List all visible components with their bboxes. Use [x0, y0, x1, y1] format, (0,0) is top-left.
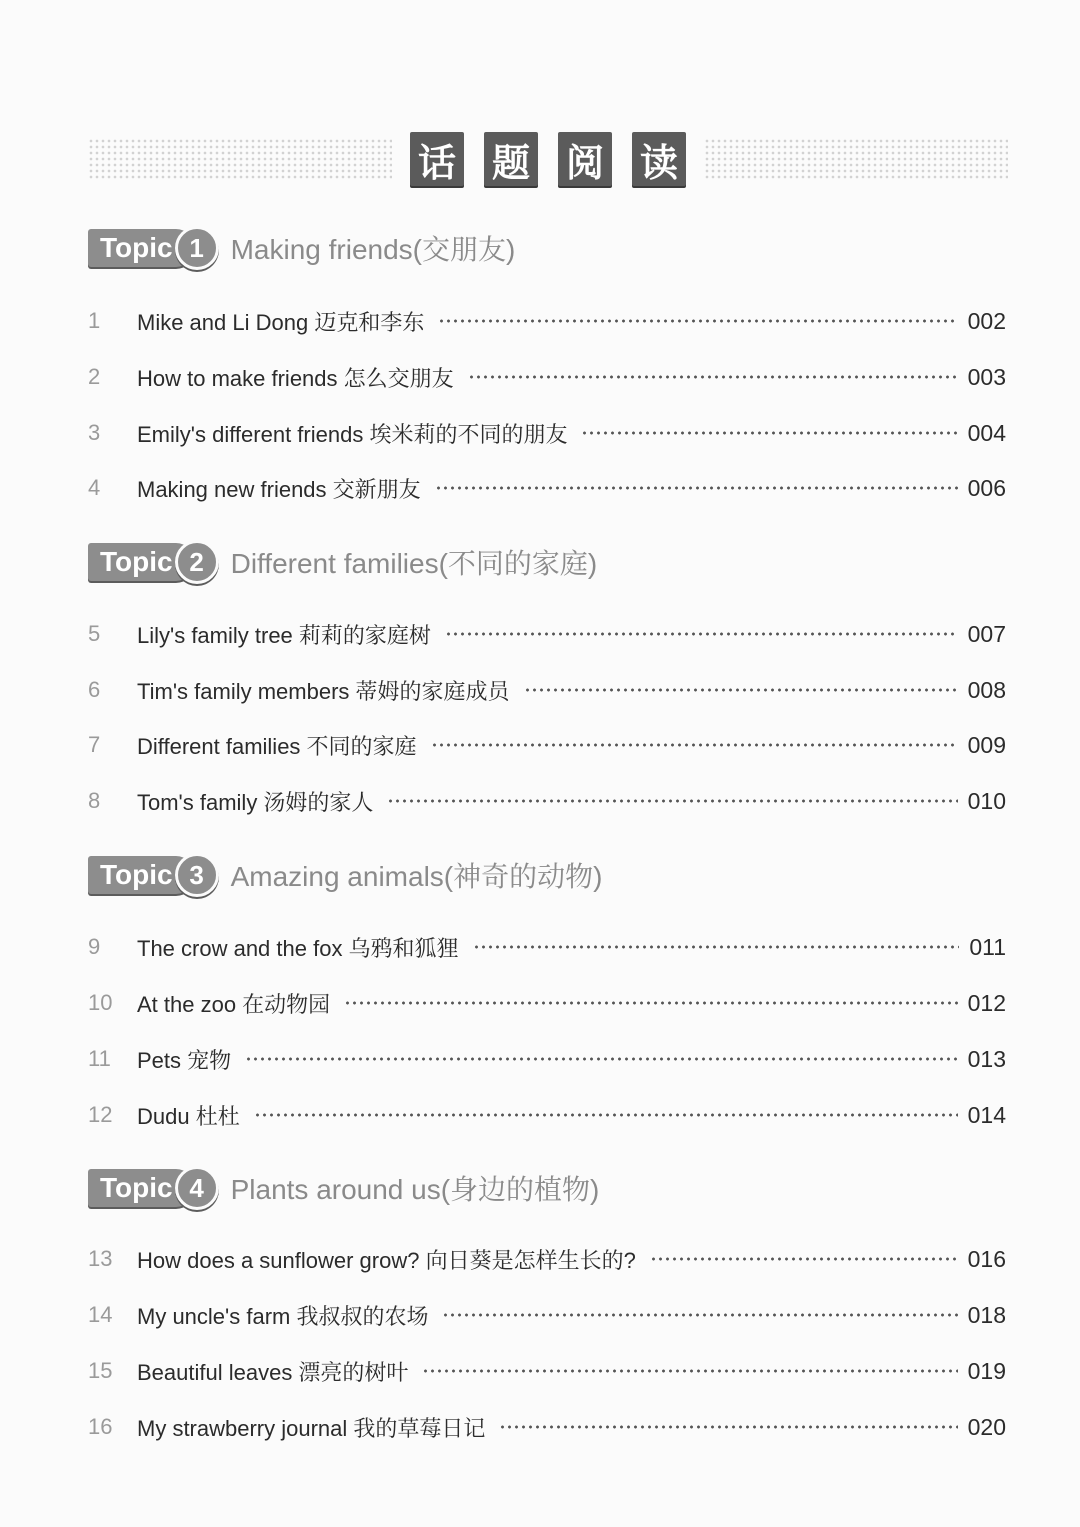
- entry-number: 15: [88, 1358, 113, 1383]
- entry-number: 13: [88, 1246, 113, 1271]
- entry-title: How does a sunflower grow? 向日葵是怎样生长的?: [137, 1247, 636, 1273]
- entry-page: 016: [967, 1245, 1006, 1272]
- topic-heading-3: [88, 852, 602, 898]
- entry-number: 8: [88, 788, 101, 813]
- entry-page: 010: [967, 787, 1006, 814]
- entry-title: The crow and the fox 乌鸦和狐狸: [137, 935, 459, 961]
- topic-number: 3: [175, 853, 219, 897]
- entry-number: 6: [88, 677, 101, 702]
- toc-entry[interactable]: [88, 360, 1006, 394]
- entry-title: At the zoo 在动物园: [137, 991, 331, 1017]
- dot-leader: [499, 1425, 957, 1429]
- topic-title: Making friends(交朋友): [230, 234, 516, 265]
- entry-page: 013: [967, 1045, 1006, 1072]
- toc-entry[interactable]: [88, 930, 1006, 964]
- entry-number: 14: [88, 1302, 113, 1327]
- entry-title: Emily's different friends 埃米莉的不同的朋友: [137, 421, 568, 447]
- dot-leader: [422, 1369, 957, 1373]
- toc-entry[interactable]: [88, 304, 1006, 338]
- dot-leader: [442, 1313, 957, 1317]
- entry-title: My uncle's farm 我叔叔的农场: [137, 1303, 429, 1329]
- entry-title: Different families 不同的家庭: [137, 733, 417, 759]
- entry-page: 018: [967, 1301, 1006, 1328]
- topic-badge: Topic: [88, 229, 195, 267]
- entry-title: How to make friends 怎么交朋友: [137, 365, 454, 391]
- entry-number: 3: [88, 420, 101, 445]
- entry-page: 004: [967, 419, 1006, 446]
- title-char: 阅: [558, 132, 612, 186]
- toc-entry[interactable]: [88, 416, 1006, 450]
- entry-page: 006: [967, 474, 1006, 501]
- entry-title: Tim's family members 蒂姆的家庭成员: [137, 678, 510, 704]
- topic-heading-4: [88, 1165, 599, 1211]
- topic-badge: Topic: [88, 543, 195, 581]
- entry-title: Mike and Li Dong 迈克和李东: [137, 309, 425, 335]
- topic-badge: Topic: [88, 856, 195, 894]
- entry-number: 9: [88, 934, 101, 959]
- toc-entry[interactable]: [88, 1410, 1006, 1444]
- dot-leader: [245, 1057, 957, 1061]
- dot-leader: [468, 375, 958, 379]
- entry-title: Making new friends 交新朋友: [137, 476, 421, 502]
- topic-number: 4: [175, 1166, 219, 1210]
- entry-page: 011: [969, 933, 1006, 960]
- dot-leader: [524, 688, 958, 692]
- entry-title: Tom's family 汤姆的家人: [137, 789, 374, 815]
- entry-page: 014: [967, 1101, 1006, 1128]
- entry-page: 019: [967, 1357, 1006, 1384]
- topic-title: Different families(不同的家庭): [230, 548, 598, 579]
- toc-entry[interactable]: [88, 673, 1006, 707]
- entry-title: Pets 宠物: [137, 1047, 232, 1073]
- page-header: [88, 130, 1008, 188]
- entry-page: 002: [967, 307, 1006, 334]
- toc-entry[interactable]: [88, 1354, 1006, 1388]
- toc-entry[interactable]: [88, 1098, 1006, 1132]
- topic-heading-1: [88, 225, 515, 271]
- title-char: 题: [484, 132, 538, 186]
- toc-entry[interactable]: [88, 1242, 1006, 1276]
- dot-leader: [650, 1257, 958, 1261]
- dotted-pattern-left: [88, 138, 392, 180]
- toc-entry[interactable]: [88, 471, 1006, 505]
- dot-leader: [581, 431, 957, 435]
- entry-page: 009: [967, 731, 1006, 758]
- toc-entry[interactable]: [88, 728, 1006, 762]
- entry-number: 5: [88, 621, 101, 646]
- dot-leader: [438, 319, 957, 323]
- dot-leader: [435, 486, 958, 490]
- entry-number: 12: [88, 1102, 113, 1127]
- entry-title: Beautiful leaves 漂亮的树叶: [137, 1359, 409, 1385]
- entry-number: 16: [88, 1414, 113, 1439]
- entry-title: Lily's family tree 莉莉的家庭树: [137, 622, 431, 648]
- title-char: 读: [632, 132, 686, 186]
- page-title: [410, 132, 686, 186]
- toc-entry[interactable]: [88, 784, 1006, 818]
- topic-number: 1: [175, 226, 219, 270]
- toc-entry[interactable]: [88, 986, 1006, 1020]
- dot-leader: [387, 799, 957, 803]
- entry-page: 020: [967, 1413, 1006, 1440]
- entry-title: Dudu 杜杜: [137, 1103, 240, 1129]
- entry-number: 7: [88, 732, 101, 757]
- entry-page: 012: [967, 989, 1006, 1016]
- entry-page: 007: [967, 620, 1006, 647]
- topic-title: Amazing animals(神奇的动物): [230, 861, 603, 892]
- dotted-pattern-right: [704, 138, 1008, 180]
- dot-leader: [473, 945, 960, 949]
- entry-title: My strawberry journal 我的草莓日记: [137, 1415, 486, 1441]
- entry-page: 008: [967, 676, 1006, 703]
- entry-number: 4: [88, 475, 101, 500]
- dot-leader: [344, 1001, 957, 1005]
- toc-entry[interactable]: [88, 1298, 1006, 1332]
- entry-number: 10: [88, 990, 113, 1015]
- dot-leader: [254, 1113, 958, 1117]
- entry-number: 1: [88, 308, 101, 333]
- dot-leader: [431, 743, 958, 747]
- entry-page: 003: [967, 363, 1006, 390]
- topic-number: 2: [175, 540, 219, 584]
- entry-number: 2: [88, 364, 101, 389]
- title-char: 话: [410, 132, 464, 186]
- toc-entry[interactable]: [88, 1042, 1006, 1076]
- toc-entry[interactable]: [88, 617, 1006, 651]
- topic-title: Plants around us(身边的植物): [230, 1174, 600, 1205]
- topic-badge: Topic: [88, 1169, 195, 1207]
- topic-heading-2: [88, 539, 597, 585]
- entry-number: 11: [88, 1046, 111, 1071]
- dot-leader: [445, 632, 958, 636]
